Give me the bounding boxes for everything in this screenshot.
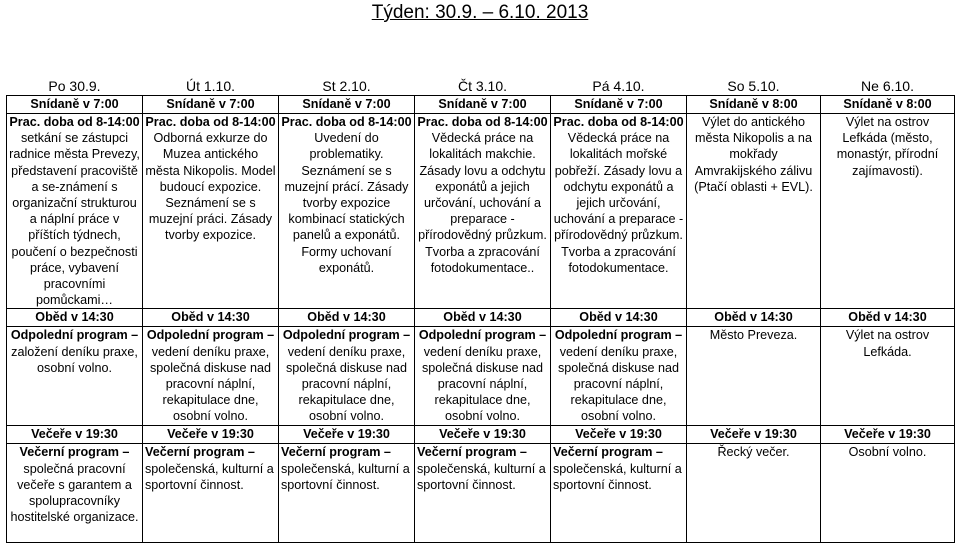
evening-cell [7,444,143,543]
day-label: Ne 6.10. [861,78,914,94]
dinner-cell: Večeře v 19:30 [687,426,821,444]
afternoon-head: Odpolední program – [10,328,139,343]
lunch-cell: Oběd v 14:30 [551,309,687,327]
lunch-cell: Oběd v 14:30 [7,309,143,327]
morning-head: Prac. doba od 8-14:00 [9,115,140,129]
morning-text: Výlet na ostrov Lefkáda (město, monastýr, přírodní zajímavosti). [836,115,939,178]
morning-text: setkání se zástupci radnice města Prevezy, představení pracoviště a se-známení s organizační strukturou a náplní práce v příštích týdnech, poučení o bezpečnosti práce, vybavení pracovními pomůckami… [9,131,140,308]
morning-cell [551,114,687,309]
dinner-cell: Večeře v 19:30 [279,426,415,444]
evening-head: Večerní program – [145,445,255,460]
afternoon-text: vedení deníku praxe, společná diskuse nad pracovní náplní, rekapitulace dne, osobní volno. [557,344,680,424]
morning-cell [143,114,279,309]
dinner-cell: Večeře v 19:30 [143,426,279,444]
day-label: Út 1.10. [185,78,236,94]
morning-cell [687,114,821,309]
day-header-row [7,77,955,96]
afternoon-cell [415,327,551,426]
morning-text: Vědecká práce na lokalitách makchie. Zásady lovu a odchytu exponátů a jejich určování, uchování a preparace - přírodovědný průzkum. Tvorba a zpracování fotodokumentace.. [418,131,547,275]
afternoon-head: Odpolední program – [282,328,411,343]
afternoon-row [7,327,955,426]
morning-cell [279,114,415,309]
evening-cell [687,444,821,543]
morning-text: Vědecká práce na lokalitách mořské pobřeží. Zásady lovu a odchytu exponátů a jejich určování, uchování a preparace - přírodovědný průzkum. Tvorba a zpracování fotodokumentace. [553,131,684,275]
dinner-cell: Večeře v 19:30 [415,426,551,444]
lunch-row [7,309,955,327]
dinner-row [7,426,955,444]
morning-cell [415,114,551,309]
breakfast-cell: Snídaně v 7:00 [279,96,415,114]
schedule-table [6,77,955,543]
dinner-cell: Večeře v 19:30 [821,426,955,444]
day-label: Pá 4.10. [592,78,645,94]
morning-cell [7,114,143,309]
afternoon-head: Odpolední program – [554,328,683,343]
afternoon-cell [551,327,687,426]
lunch-cell: Oběd v 14:30 [415,309,551,327]
day-label: St 2.10. [322,78,371,94]
morning-head: Prac. doba od 8-14:00 [417,115,548,129]
morning-head: Prac. doba od 8-14:00 [553,115,684,129]
afternoon-cell [821,327,955,426]
evening-head: Večerní program – [19,445,130,460]
evening-text: společenská, kulturní a sportovní činnost. [553,461,682,492]
afternoon-cell [687,327,821,426]
lunch-cell: Oběd v 14:30 [687,309,821,327]
breakfast-cell: Snídaně v 7:00 [551,96,687,114]
evening-text: Osobní volno. [848,445,927,460]
day-label: Čt 3.10. [457,78,508,94]
morning-text: Odborná exkurze do Muzea antického města Nikopolis. Model budoucí expozice. Seznámení se s muzejní práci. Zásady tvorby expozice. [145,131,276,243]
evening-cell [821,444,955,543]
afternoon-text: založení deníku praxe, osobní volno. [11,344,138,375]
evening-head: Večerní program – [553,445,663,460]
evening-cell [551,444,687,543]
breakfast-cell: Snídaně v 8:00 [687,96,821,114]
dinner-cell: Večeře v 19:30 [551,426,687,444]
evening-head: Večerní program – [281,445,391,460]
afternoon-cell [143,327,279,426]
evening-text: společenská, kulturní a sportovní činnost. [417,461,546,492]
day-label: Po 30.9. [48,78,101,94]
breakfast-cell: Snídaně v 8:00 [821,96,955,114]
afternoon-text: vedení deníku praxe, společná diskuse nad pracovní náplní, rekapitulace dne, osobní volno. [285,344,408,424]
morning-text: Uvedení do problematiky. Seznámení se s muzejní prácí. Zásady tvorby expozice kombinací statických panelů a exponátů. Formy uchovaní exponátů. [284,131,409,275]
day-label: So 5.10. [727,78,780,94]
evening-text: společenská, kulturní a sportovní činnost. [281,461,410,492]
evening-cell [279,444,415,543]
morning-text: Výlet do antického města Nikopolis a na mokřady Amvrakijského zálivu (Ptačí oblasti + EVL). [694,115,813,194]
breakfast-cell: Snídaně v 7:00 [415,96,551,114]
breakfast-row [7,96,955,114]
lunch-cell: Oběd v 14:30 [821,309,955,327]
afternoon-text: vedení deníku praxe, společná diskuse nad pracovní náplní, rekapitulace dne, osobní volno. [421,344,544,424]
evening-text: Řecký večer. [717,445,790,460]
evening-text: společná pracovní večeře s garantem a spolupracovníky hostitelské organizace. [10,461,139,525]
afternoon-cell [279,327,415,426]
morning-head: Prac. doba od 8-14:00 [145,115,276,129]
afternoon-text: Město Preveza. [709,328,798,343]
breakfast-cell: Snídaně v 7:00 [143,96,279,114]
morning-head: Prac. doba od 8-14:00 [281,115,412,129]
evening-cell [143,444,279,543]
afternoon-cell [7,327,143,426]
afternoon-head: Odpolední program – [418,328,547,343]
page-title: Týden: 30.9. – 6.10. 2013 [371,2,589,23]
morning-row [7,114,955,309]
breakfast-cell: Snídaně v 7:00 [7,96,143,114]
evening-cell [415,444,551,543]
lunch-cell: Oběd v 14:30 [143,309,279,327]
evening-head: Večerní program – [417,445,527,460]
evening-row [7,444,955,543]
lunch-cell: Oběd v 14:30 [279,309,415,327]
morning-cell [821,114,955,309]
afternoon-text: vedení deníku praxe, společná diskuse nad pracovní náplní, rekapitulace dne, osobní volno. [149,344,272,424]
evening-text: společenská, kulturní a sportovní činnost. [145,461,274,492]
dinner-cell: Večeře v 19:30 [7,426,143,444]
afternoon-head: Odpolední program – [146,328,275,343]
afternoon-text: Výlet na ostrov Lefkáda. [845,328,930,359]
